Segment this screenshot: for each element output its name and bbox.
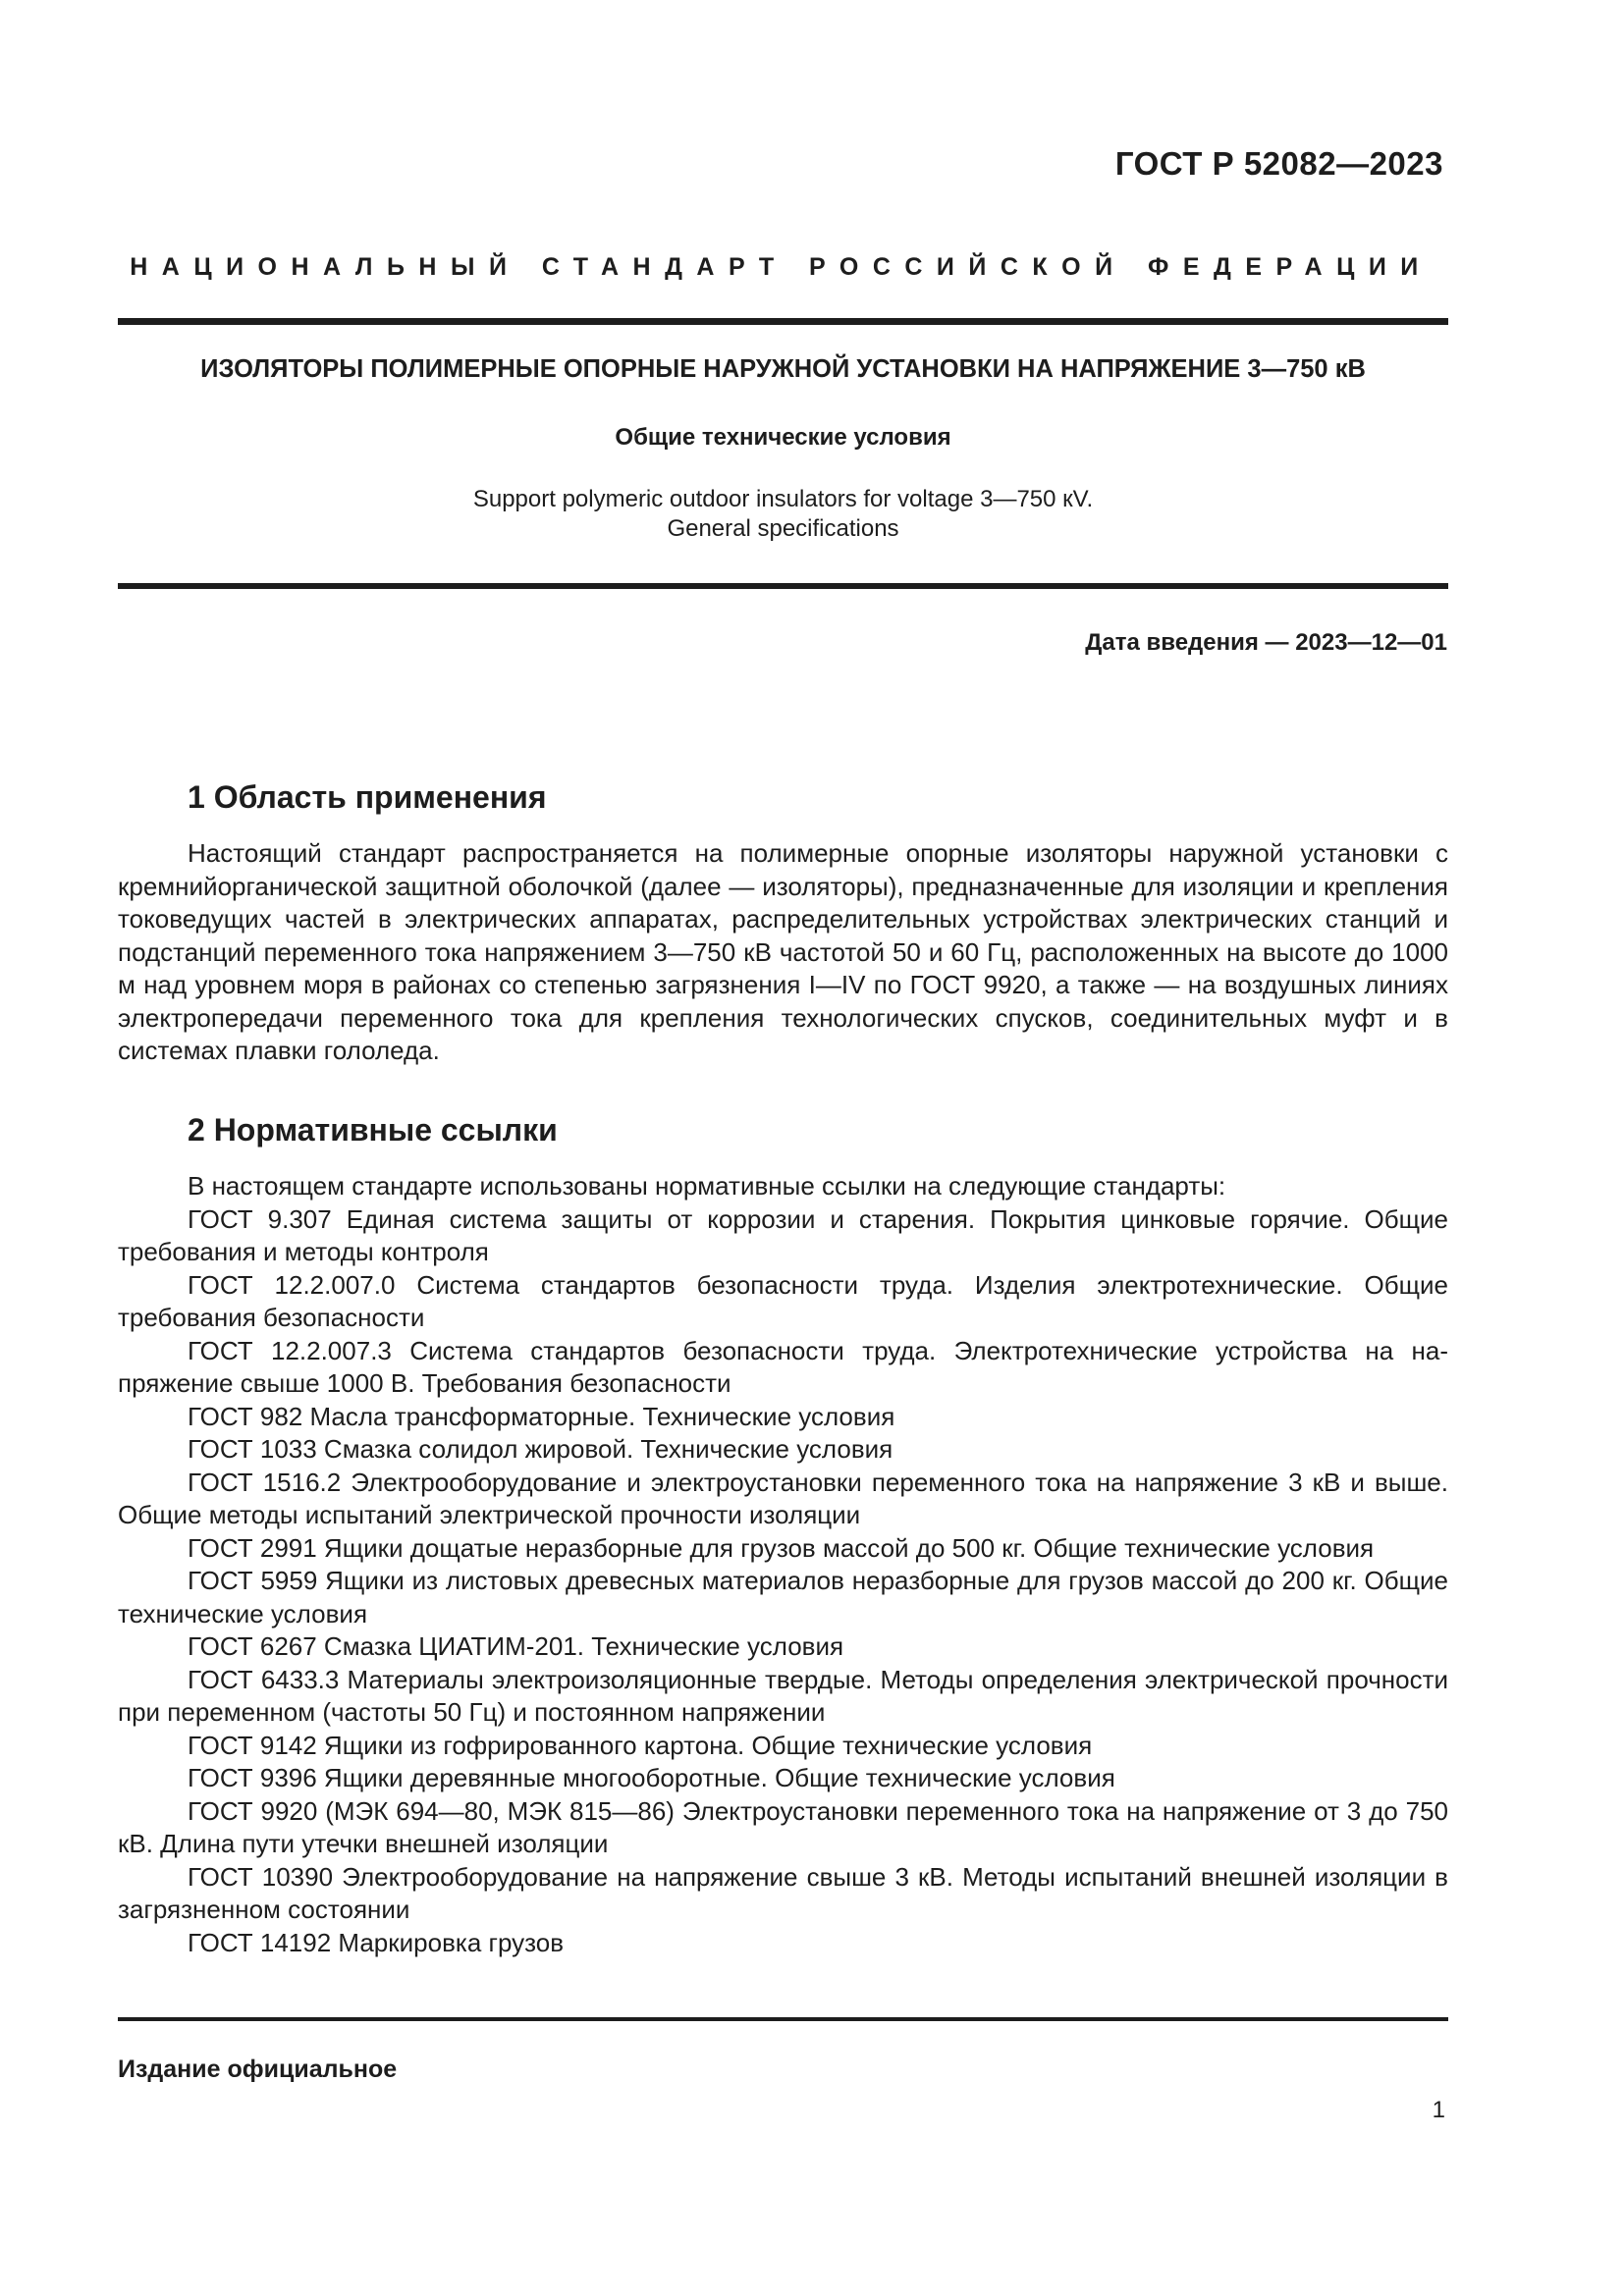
reference-item: ГОСТ 12.2.007.3 Система стандартов безопасности труда. Электротехнические устройства на напряжение свыше 1000 В. Требования безопасности — [118, 1335, 1448, 1398]
reference-item: ГОСТ 5959 Ящики из листовых древесных материалов неразборные для грузов массой до 200 кг. Общие технические условия — [118, 1566, 1448, 1629]
reference-item: ГОСТ 982 Масла трансформаторные. Технические условия — [188, 1401, 895, 1431]
reference-item: ГОСТ 6267 Смазка ЦИАТИМ-201. Технические условия — [188, 1631, 844, 1661]
top-divider — [118, 318, 1448, 325]
page-number: 1 — [1432, 2097, 1445, 2123]
english-title-line-1: Support polymeric outdoor insulators for voltage 3—750 кV. — [472, 486, 1094, 512]
introduction-date: Дата введения — 2023—12—01 — [1085, 629, 1447, 656]
section-1-paragraph: Настоящий стандарт распространяется на полимерные опорные изоляторы наружной установки с кремнийорганической защитной оболочкой (далее — изоляторы), предназначенные для изоляции и крепления токоведущих частей в электрических аппаратах, распределительных устройствах электрических станций и подстанций переменного тока напряжением 3—750 кВ частотой 50 и 60 Гц, расположенных на высоте до 1000 м над уровнем моря в районах со степенью загрязнения I—IV по ГОСТ 9920, а также — на воздушных линиях электропередачи переменного тока для крепления технологических спусков, соединительных муфт и в системах плавки гололеда. — [118, 838, 1448, 1065]
reference-item: ГОСТ 9.307 Единая система защиты от коррозии и старения. Покрытия цинковые горячие. Общие требования и методы контроля — [118, 1203, 1448, 1266]
reference-item: ГОСТ 6433.3 Материалы электроизоляционные твердые. Методы определения электрической прочности при переменном (частоты 50 Гц) и постоянном напряжении — [118, 1664, 1448, 1727]
reference-item: ГОСТ 12.2.007.0 Система стандартов безопасности труда. Изделия электротехнические. Общие требования безопасности — [118, 1269, 1448, 1332]
english-title — [118, 485, 1448, 544]
official-edition-label: Издание официальное — [118, 2056, 398, 2083]
reference-item: ГОСТ 2991 Ящики дощатые неразборные для грузов массой до 500 кг. Общие технические условия — [188, 1532, 1375, 1563]
english-title-line-2: General specifications — [667, 515, 899, 542]
title-divider — [118, 583, 1448, 589]
section-2-heading: 2 Нормативные ссылки — [188, 1112, 558, 1148]
national-standard-banner: НАЦИОНАЛЬНЫЙ СТАНДАРТ РОССИЙСКОЙ ФЕДЕРАЦИИ — [130, 253, 1433, 281]
reference-item: ГОСТ 1516.2 Электрооборудование и электроустановки переменного тока на напряжение 3 кВ и выше. Общие методы испытаний электрической прочности изоляции — [118, 1467, 1448, 1529]
reference-item: ГОСТ 9396 Ящики деревянные многооборотные. Общие технические условия — [188, 1763, 1115, 1792]
footer-divider — [118, 2017, 1448, 2021]
reference-item: В настоящем стандарте использованы нормативные ссылки на следующие стандарты: — [188, 1171, 1226, 1201]
reference-item: ГОСТ 14192 Маркировка грузов — [188, 1927, 565, 1957]
reference-item: ГОСТ 10390 Электрооборудование на напряжение свыше 3 кВ. Методы испытаний внешней изоляции в загрязненном состоянии — [118, 1861, 1448, 1924]
reference-item: ГОСТ 1033 Смазка солидол жировой. Технические условия — [188, 1434, 893, 1464]
normative-references-list — [118, 1170, 1448, 1959]
document-title: ИЗОЛЯТОРЫ ПОЛИМЕРНЫЕ ОПОРНЫЕ НАРУЖНОЙ УСТАНОВКИ НА НАПРЯЖЕНИЕ 3—750 кВ — [200, 355, 1366, 383]
reference-item: ГОСТ 9142 Ящики из гофрированного картона. Общие технические условия — [188, 1730, 1093, 1760]
reference-item: ГОСТ 9920 (МЭК 694—80, МЭК 815—86) Электроустановки переменного тока на напряжение от 3 до 750 кВ. Длина пути утечки внешней изоляции — [118, 1795, 1448, 1858]
section-1-heading: 1 Область применения — [188, 779, 547, 815]
document-subtitle: Общие технические условия — [615, 424, 951, 451]
document-code: ГОСТ Р 52082—2023 — [1114, 145, 1443, 182]
